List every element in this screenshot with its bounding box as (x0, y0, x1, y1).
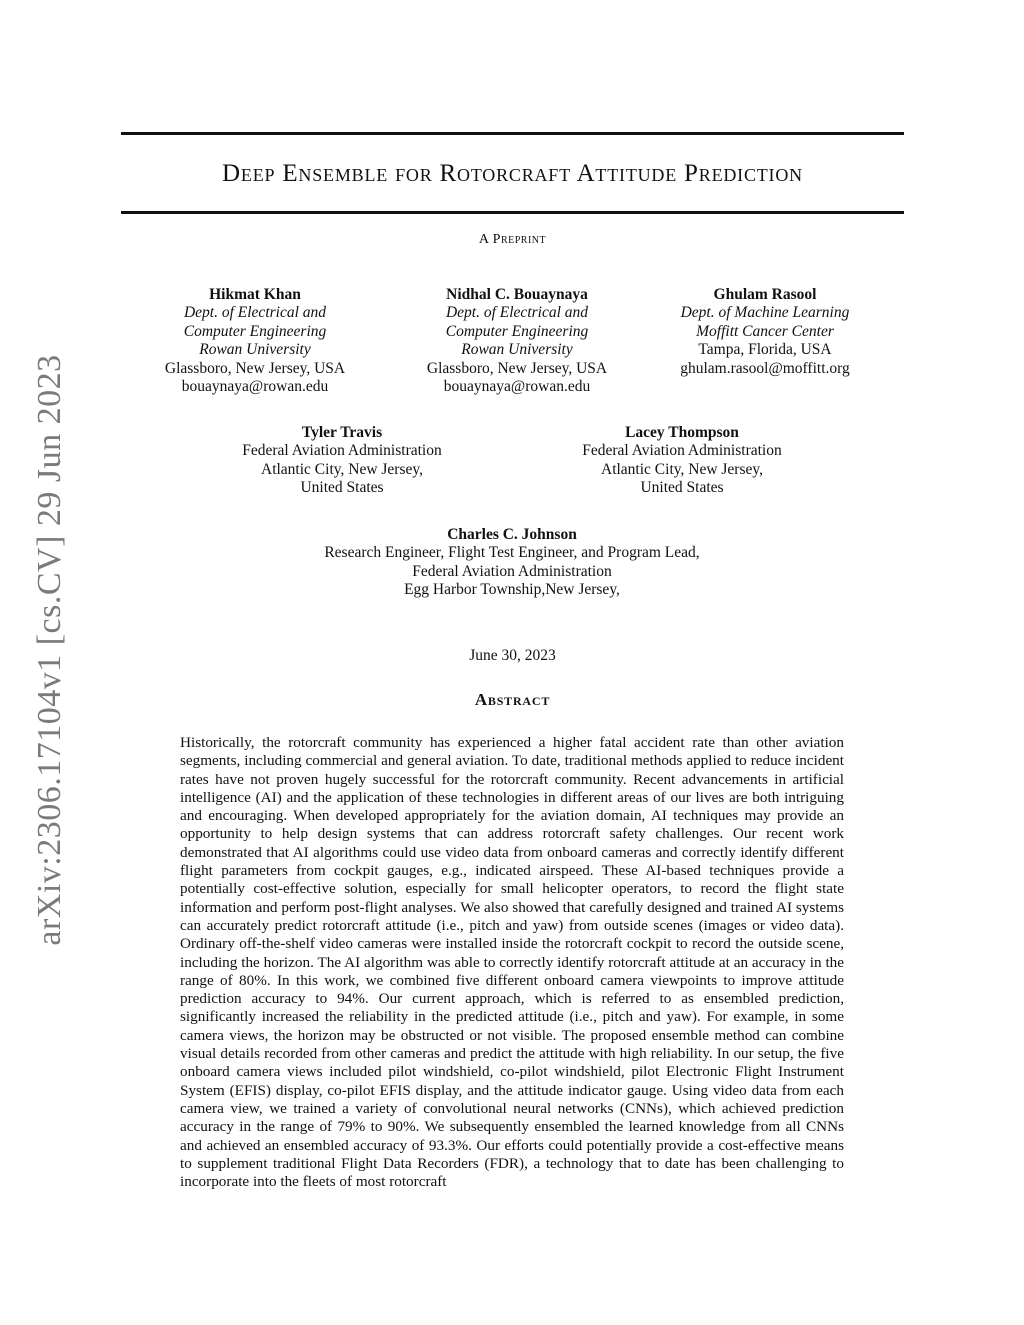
author-name: Lacey Thompson (625, 424, 739, 441)
author-email: ghulam.rasool@moffitt.org (680, 359, 850, 377)
author-block (262, 526, 762, 600)
author-name: Charles C. Johnson (447, 526, 577, 543)
author-location: Glassboro, New Jersey, USA (164, 359, 346, 377)
arxiv-identifier: arXiv:2306.17104v1 [cs.CV] 29 Jun 2023 (31, 354, 68, 946)
publication-date: June 30, 2023 (469, 647, 556, 664)
author-dept: Dept. of Electrical and (183, 304, 327, 322)
abstract-heading: Abstract (474, 690, 551, 709)
author-block (648, 286, 882, 378)
author-block (552, 424, 812, 498)
author-name: Tyler Travis (301, 424, 383, 441)
author-block (392, 286, 642, 396)
author-dept-line2: Computer Engineering (183, 322, 327, 340)
paper-title: Deep Ensemble for Rotorcraft Attitude Prediction (222, 160, 803, 187)
author-email: bouaynaya@rowan.edu (443, 378, 591, 396)
author-location: Egg Harbor Township,New Jersey, (404, 581, 620, 599)
author-role: Research Engineer, Flight Test Engineer, and Program Lead, (324, 544, 700, 562)
author-org: Federal Aviation Administration (242, 442, 442, 460)
author-location: Atlantic City, New Jersey, (261, 460, 423, 478)
author-org: Rowan University (461, 341, 573, 359)
author-email: bouaynaya@rowan.edu (181, 378, 329, 396)
title-rule-top (121, 132, 904, 135)
author-org: Federal Aviation Administration (412, 562, 612, 580)
author-location: Glassboro, New Jersey, USA (426, 359, 608, 377)
author-name: Ghulam Rasool (713, 286, 817, 303)
author-name: Nidhal C. Bouaynaya (446, 286, 588, 303)
author-dept-line2: Moffitt Cancer Center (696, 322, 834, 340)
author-dept: Dept. of Electrical and (445, 304, 589, 322)
author-org: Rowan University (199, 341, 311, 359)
author-org: Federal Aviation Administration (582, 442, 782, 460)
preprint-label: A Preprint (478, 232, 547, 247)
author-location: Tampa, Florida, USA (698, 341, 832, 359)
author-country: United States (640, 479, 724, 497)
author-dept-line2: Computer Engineering (445, 322, 589, 340)
author-location: Atlantic City, New Jersey, (601, 460, 763, 478)
abstract-text: Historically, the rotorcraft community has experienced a higher fatal accident rate than other aviation segments, including commercial and general aviation. To date, traditional methods applied to reduce incident rates have not proven hugely successful for the rotorcraft community. Recent advancements in artificial intelligence (AI) and the application of these technologies in different areas of our lives are both intriguing and encouraging. When developed appropriately for the aviation domain, AI techniques may provide an opportunity to help design systems that can address rotorcraft safety challenges. Our recent work demonstrated that AI algorithms could use video data from onboard cameras and correctly identify different flight parameters from cockpit gauges, e.g., indicated airspeed. These AI-based techniques provide a potentially cost-effective solution, especially for small helicopter operators, to record the flight state information and perform post-flight analyses. We also showed that carefully designed and trained AI systems can accurately predict rotorcraft attitude (i.e., pitch and yaw) from outside scenes (images or video data). Ordinary off-the-shelf video cameras were installed inside the rotorcraft cockpit to record the outside scene, including the horizon. The AI algorithm was able to correctly identify rotorcraft attitude at an accuracy in the range of 80%. In this work, we combined five different onboard camera viewpoints to improve attitude prediction accuracy to 94%. Our current approach, which is referred to as ensembled prediction, significantly increased the reliability in the predicted attitude (i.e., pitch and yaw). For example, in some camera views, the horizon may be obstructed or not visible. The proposed ensemble method can combine visual details recorded from other cameras and predict the attitude with high reliability. In our setup, the five onboard camera views included pilot windshield, co-pilot windshield, pilot Electronic Flight Instrument System (EFIS) display, co-pilot EFIS display, and the attitude indicator gauge. Using video data from each camera view, we trained a variety of convolutional neural networks (CNNs), which achieved prediction accuracy in the range of 79% to 90%. We subsequently ensembled the learned knowledge from all CNNs and achieved an ensembled accuracy of 93.3%. Our efforts could potentially provide a cost-effective means to supplement traditional Flight Data Recorders (FDR), a technology that to date has been challenging to incorporate into the fleets of most rotorcraft (180, 734, 844, 1191)
author-name: Hikmat Khan (209, 286, 301, 303)
title-rule-bottom (121, 211, 904, 214)
author-country: United States (300, 479, 384, 497)
author-block (140, 286, 370, 396)
author-dept: Dept. of Machine Learning (680, 304, 850, 322)
author-block (212, 424, 472, 498)
